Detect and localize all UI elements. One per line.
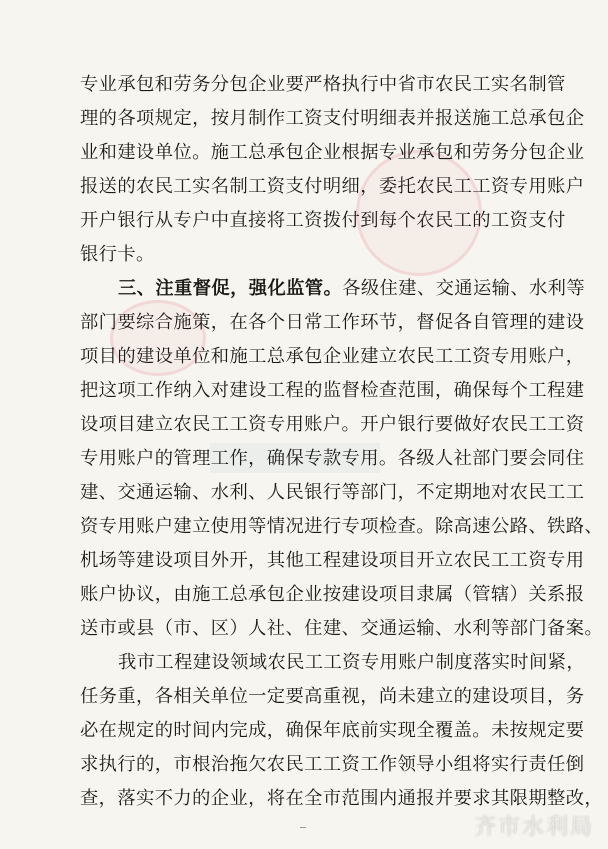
line-21: 求执行的，市根治拖欠农民工工资工作领导小组将实行责任倒 xyxy=(80,754,585,775)
line-22: 查，落实不力的企业，将在全市范围内通报并要求其限期整改， xyxy=(80,788,604,809)
section-3-first-line xyxy=(80,272,586,306)
line-10: 把这项工作纳入对建设工程的监督检查范围，确保每个工程建 xyxy=(80,380,585,401)
line-16: 账户协议，由施工总承包企业按建设项目隶属（管辖）关系报 xyxy=(80,584,585,605)
line-1: 专业承包和劳务分包企业要严格执行中省市农民工实名制管 xyxy=(80,74,566,95)
line-18: 我市工程建设领域农民工工资专用账户制度落实时间紧， xyxy=(118,652,586,673)
line-13: 建、交通运输、水利、人民银行等部门，不定期地对农民工工 xyxy=(80,482,585,503)
line-3: 业和建设单位。施工总承包企业根据专业承包和劳务分包企业 xyxy=(80,142,585,163)
line-20: 必在规定的时间内完成，确保年底前实现全覆盖。未按规定要 xyxy=(80,720,585,741)
line-15: 机场等建设项目外开，其他工程建设项目开立农民工工资专用 xyxy=(80,550,585,571)
line-12: 专用账户的管理工作，确保专款专用。各级人社部门要会同住 xyxy=(80,448,585,469)
line-9: 项目的建设单位和施工总承包企业建立农民工工资专用账户， xyxy=(80,346,585,367)
section-3-line-1-text: 各级住建、交通运输、水利等 xyxy=(342,278,586,299)
line-4: 报送的农民工实名制工资支付明细，委托农民工工资专用账户 xyxy=(80,176,585,197)
line-11: 设项目建立农民工工资专用账户。开户银行要做好农民工工资 xyxy=(80,414,585,435)
line-19: 任务重，各相关单位一定要高重视，尚未建立的建设项目，务 xyxy=(80,686,585,707)
line-8: 部门要综合施策，在各个日常工作环节，督促各自管理的建设 xyxy=(80,312,585,333)
document-body xyxy=(80,68,604,816)
line-14: 资专用账户建立使用等情况进行专项检查。除高速公路、铁路、 xyxy=(80,516,604,537)
line-6: 银行卡。 xyxy=(80,244,155,265)
watermark-text: 齐市水利局 xyxy=(473,815,594,840)
line-17: 送市或县（市、区）人社、住建、交通运输、水利等部门备案。 xyxy=(80,618,604,639)
line-2: 理的各项规定，按月制作工资支付明细表并报送施工总承包企 xyxy=(80,108,585,129)
section-3-heading: 三、注重督促，强化监管。 xyxy=(118,278,343,299)
page-number-mark xyxy=(300,817,306,828)
line-5: 开户银行从专户中直接将工资拨付到每个农民工的工资支付 xyxy=(80,210,566,231)
